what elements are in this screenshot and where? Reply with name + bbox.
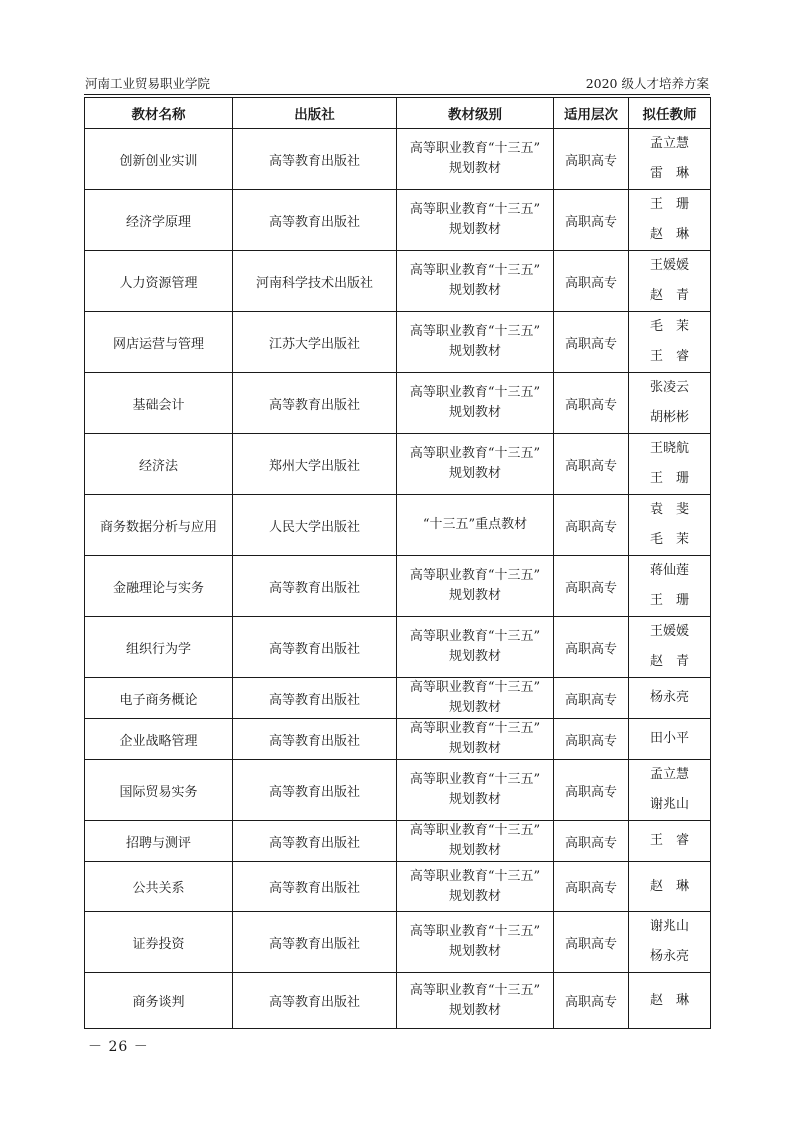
textbook-level: 高等职业教育“十三五” 规划教材 [397, 190, 554, 251]
table-row [85, 760, 711, 821]
applicable-tier: 高职高专 [554, 251, 629, 312]
assigned-teachers: 蒋仙莲 王 珊 [629, 556, 711, 617]
table-row [85, 129, 711, 190]
publisher: 高等教育出版社 [233, 617, 397, 678]
textbook-level: 高等职业教育“十三五” 规划教材 [397, 556, 554, 617]
table-header-row [85, 98, 711, 129]
applicable-tier: 高职高专 [554, 678, 629, 719]
applicable-tier: 高职高专 [554, 719, 629, 760]
textbook-name: 创新创业实训 [85, 129, 233, 190]
publisher: 高等教育出版社 [233, 760, 397, 821]
textbook-name: 网店运营与管理 [85, 312, 233, 373]
textbook-level: 高等职业教育“十三五” 规划教材 [397, 760, 554, 821]
textbook-level: “十三五”重点教材 [397, 495, 554, 556]
textbook-name: 商务数据分析与应用 [85, 495, 233, 556]
table-row [85, 434, 711, 495]
table-row [85, 251, 711, 312]
applicable-tier: 高职高专 [554, 495, 629, 556]
textbook-name: 招聘与测评 [85, 821, 233, 862]
table-row [85, 678, 711, 719]
table-row [85, 719, 711, 760]
textbook-name: 证券投资 [85, 912, 233, 973]
applicable-tier: 高职高专 [554, 862, 629, 912]
publisher: 高等教育出版社 [233, 862, 397, 912]
assigned-teachers: 王 珊 赵 琳 [629, 190, 711, 251]
textbook-level: 高等职业教育“十三五” 规划教材 [397, 373, 554, 434]
assigned-teachers: 谢兆山 杨永亮 [629, 912, 711, 973]
column-header-level: 教材级别 [397, 98, 554, 129]
column-header-tier: 适用层次 [554, 98, 629, 129]
assigned-teachers: 王媛媛 赵 青 [629, 617, 711, 678]
column-header-teachers: 拟任教师 [629, 98, 711, 129]
assigned-teachers: 赵 琳 [629, 862, 711, 912]
assigned-teachers: 田小平 [629, 719, 711, 760]
applicable-tier: 高职高专 [554, 556, 629, 617]
textbook-name: 企业战略管理 [85, 719, 233, 760]
textbook-level: 高等职业教育“十三五” 规划教材 [397, 719, 554, 760]
applicable-tier: 高职高专 [554, 912, 629, 973]
table-row [85, 973, 711, 1029]
publisher: 高等教育出版社 [233, 973, 397, 1029]
textbook-name: 公共关系 [85, 862, 233, 912]
applicable-tier: 高职高专 [554, 312, 629, 373]
applicable-tier: 高职高专 [554, 434, 629, 495]
applicable-tier: 高职高专 [554, 373, 629, 434]
table-row [85, 190, 711, 251]
publisher: 人民大学出版社 [233, 495, 397, 556]
textbook-level: 高等职业教育“十三五” 规划教材 [397, 312, 554, 373]
textbook-level: 高等职业教育“十三五” 规划教材 [397, 617, 554, 678]
textbook-level: 高等职业教育“十三五” 规划教材 [397, 251, 554, 312]
table-row [85, 821, 711, 862]
assigned-teachers: 王 睿 [629, 821, 711, 862]
publisher: 河南科学技术出版社 [233, 251, 397, 312]
textbook-name: 金融理论与实务 [85, 556, 233, 617]
assigned-teachers: 王媛媛 赵 青 [629, 251, 711, 312]
table-row [85, 912, 711, 973]
textbook-name: 商务谈判 [85, 973, 233, 1029]
document-title: 2020 级人才培养方案 [585, 76, 709, 91]
header-rule [84, 94, 710, 95]
table-row [85, 373, 711, 434]
textbook-level: 高等职业教育“十三五” 规划教材 [397, 862, 554, 912]
publisher: 高等教育出版社 [233, 373, 397, 434]
textbook-name: 人力资源管理 [85, 251, 233, 312]
publisher: 高等教育出版社 [233, 556, 397, 617]
page-number: － 26 － [88, 1039, 149, 1055]
assigned-teachers: 孟立慧 谢兆山 [629, 760, 711, 821]
publisher: 郑州大学出版社 [233, 434, 397, 495]
column-header-name: 教材名称 [85, 98, 233, 129]
table-row [85, 495, 711, 556]
textbook-table [84, 97, 711, 1029]
textbook-level: 高等职业教育“十三五” 规划教材 [397, 434, 554, 495]
institution-name: 河南工业贸易职业学院 [85, 76, 211, 91]
publisher: 高等教育出版社 [233, 821, 397, 862]
textbook-level: 高等职业教育“十三五” 规划教材 [397, 912, 554, 973]
applicable-tier: 高职高专 [554, 760, 629, 821]
publisher: 高等教育出版社 [233, 129, 397, 190]
textbook-name: 组织行为学 [85, 617, 233, 678]
assigned-teachers: 袁 斐 毛 茉 [629, 495, 711, 556]
textbook-name: 国际贸易实务 [85, 760, 233, 821]
assigned-teachers: 杨永亮 [629, 678, 711, 719]
publisher: 高等教育出版社 [233, 912, 397, 973]
publisher: 高等教育出版社 [233, 678, 397, 719]
textbook-level: 高等职业教育“十三五” 规划教材 [397, 129, 554, 190]
applicable-tier: 高职高专 [554, 617, 629, 678]
textbook-name: 电子商务概论 [85, 678, 233, 719]
assigned-teachers: 赵 琳 [629, 973, 711, 1029]
assigned-teachers: 孟立慧 雷 琳 [629, 129, 711, 190]
column-header-publisher: 出版社 [233, 98, 397, 129]
applicable-tier: 高职高专 [554, 821, 629, 862]
textbook-name: 经济法 [85, 434, 233, 495]
table-row [85, 617, 711, 678]
textbook-level: 高等职业教育“十三五” 规划教材 [397, 678, 554, 719]
table-row [85, 556, 711, 617]
assigned-teachers: 毛 茉 王 睿 [629, 312, 711, 373]
textbook-name: 基础会计 [85, 373, 233, 434]
publisher: 江苏大学出版社 [233, 312, 397, 373]
table-row [85, 862, 711, 912]
publisher: 高等教育出版社 [233, 190, 397, 251]
textbook-level: 高等职业教育“十三五” 规划教材 [397, 973, 554, 1029]
applicable-tier: 高职高专 [554, 129, 629, 190]
assigned-teachers: 张凌云 胡彬彬 [629, 373, 711, 434]
textbook-level: 高等职业教育“十三五” 规划教材 [397, 821, 554, 862]
applicable-tier: 高职高专 [554, 973, 629, 1029]
table-row [85, 312, 711, 373]
textbook-name: 经济学原理 [85, 190, 233, 251]
publisher: 高等教育出版社 [233, 719, 397, 760]
assigned-teachers: 王晓航 王 珊 [629, 434, 711, 495]
applicable-tier: 高职高专 [554, 190, 629, 251]
